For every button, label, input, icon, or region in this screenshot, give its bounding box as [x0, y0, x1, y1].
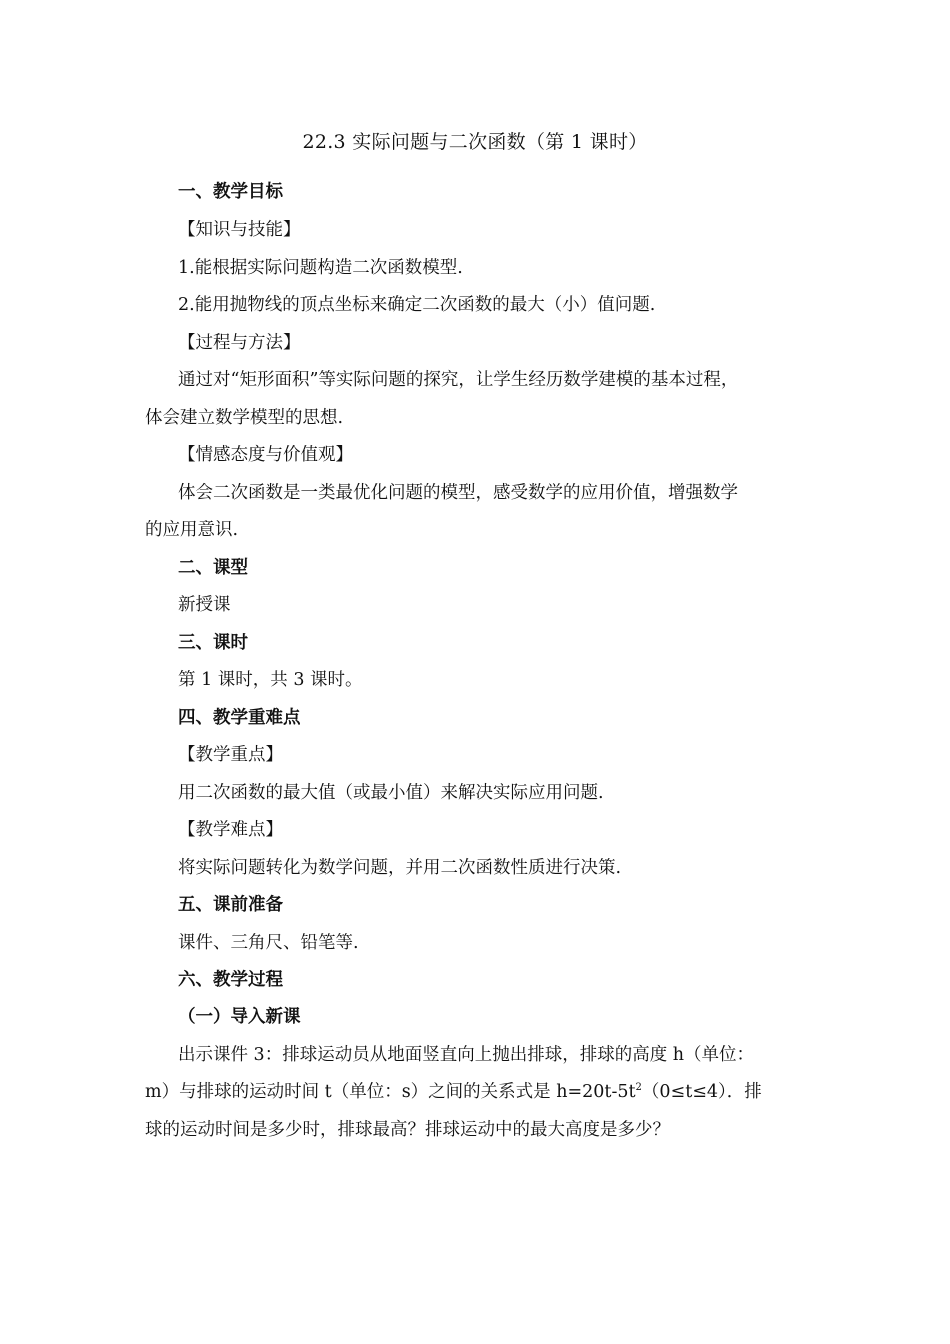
knowledge-item-2: 2.能用抛物线的顶点坐标来确定二次函数的最大（小）值问题. [178, 295, 656, 315]
label-knowledge-skills: 【知识与技能】 [178, 220, 301, 240]
exponent-superscript: 2 [635, 1082, 642, 1094]
lesson-type-text: 新授课 [178, 595, 231, 615]
label-key-point: 【教学重点】 [178, 745, 283, 765]
section-heading-preparation: 五、课前准备 [178, 895, 283, 915]
intro-text-line-3: 球的运动时间是多少时，排球最高？排球运动中的最大高度是多少？ [145, 1120, 670, 1140]
knowledge-item-1: 1.能根据实际问题构造二次函数模型. [178, 258, 463, 278]
intro-text-line-2-part-a: m）与排球的运动时间 t（单位：s）之间的关系式是 h=20t-5t [145, 1082, 636, 1102]
label-emotion-values: 【情感态度与价值观】 [178, 445, 353, 465]
key-point-text: 用二次函数的最大值（或最小值）来解决实际应用问题. [178, 783, 604, 803]
emotion-text-line-2: 的应用意识. [145, 520, 239, 540]
intro-text-line-2-part-b: （0≤t≤4）．排 [641, 1082, 762, 1102]
page-title: 22.3 实际问题与二次函数（第 1 课时） [302, 131, 648, 153]
intro-text-line-1: 出示课件 3：排球运动员从地面竖直向上抛出排球，排球的高度 h（单位： [178, 1045, 755, 1065]
intro-text-line-2 [145, 1078, 815, 1106]
preparation-text: 课件、三角尺、铅笔等. [178, 933, 359, 953]
process-text-line-1: 通过对“矩形面积”等实际问题的探究，让学生经历数学建模的基本过程， [178, 370, 739, 390]
label-process-methods: 【过程与方法】 [178, 333, 301, 353]
section-heading-lesson-type: 二、课型 [178, 558, 248, 578]
difficulty-text: 将实际问题转化为数学问题，并用二次函数性质进行决策. [178, 858, 622, 878]
section-heading-process: 六、教学过程 [178, 970, 283, 990]
section-heading-objectives: 一、教学目标 [178, 182, 283, 202]
subsection-heading-intro: （一）导入新课 [178, 1007, 301, 1027]
process-text-line-2: 体会建立数学模型的思想. [145, 408, 344, 428]
section-heading-key-points: 四、教学重难点 [178, 708, 301, 728]
section-heading-periods: 三、课时 [178, 633, 248, 653]
emotion-text-line-1: 体会二次函数是一类最优化问题的模型，感受数学的应用价值，增强数学 [178, 483, 738, 503]
periods-text: 第 1 课时，共 3 课时。 [178, 670, 363, 690]
label-difficulty: 【教学难点】 [178, 820, 283, 840]
